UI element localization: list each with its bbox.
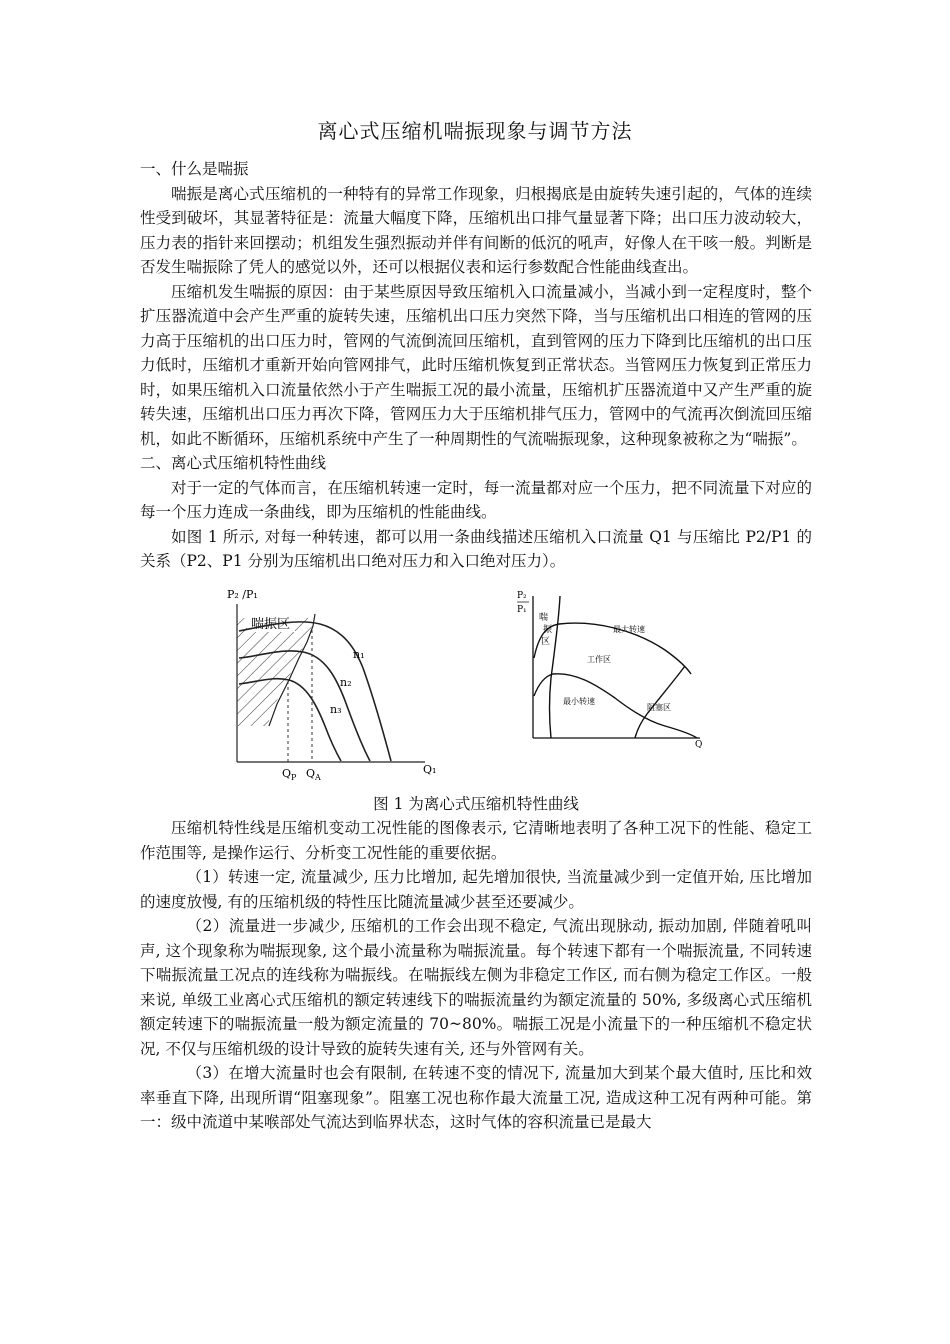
document-body — [140, 157, 812, 1135]
min-speed-curve — [534, 673, 697, 737]
tick-label-qa: $Q_A$ — [306, 766, 321, 782]
curve-label-n3: n₃ — [330, 702, 342, 716]
list-item-2: （2）流量进一步减少, 压缩机的工作会出现不稳定, 气流出现脉动, 振动加剧, 伴随着吼叫声, 这个现象称为喘振现象, 这个最小流量称为喘振流量。每个转速下都有一个喘振流量, 不同转速下喘振流量工况点的连线称为喘振线。在喘振线左侧为非稳定工作区, 而右侧为稳定工作区。一般来说, 单级工业离心式压缩机的额定转速线下的喘振流量约为额定流量的 50%, 多级离心式压缩机额定转速下的喘振流量一般为额定流量的 70~80%。喘振工况是小流量下的一种压缩机不稳定状况, 不仅与压缩机级的设计导致的旋转失速有关, 还与外管网有关。 — [140, 917, 812, 1058]
right-surge-zone-1: 喘 — [539, 612, 549, 623]
paragraph-surge-cause: 压缩机发生喘振的原因：由于某些原因导致压缩机入口流量减小，当减小到一定程度时，整个扩压器流道中会产生严重的旋转失速，压缩机出口压力突然下降，当与压缩机出口相连的管网的压力高于压缩机的出口压力时，管网的气流倒流回压缩机，直到管网的压力下降到比压缩机的出口压力低时，压缩机才重新开始向管网排气，此时压缩机恢复到正常状态。当管网压力恢复到正常压力时，如果压缩机入口流量依然小于产生喘振工况的最小流量，压缩机扩压器流道中又产生严重的旋转失速，压缩机出口压力再次下降，管网压力大于压缩机排气压力，管网中的气流再次倒流回压缩机，如此不断循环，压缩机系统中产生了一种周期性的气流喘振现象，这种现象被称之为“喘振”。 — [140, 282, 812, 448]
section-heading-2: 二、离心式压缩机特性曲线 — [140, 454, 327, 472]
right-surge-zone-2: 振 — [543, 624, 553, 635]
curve-n1-tail — [363, 668, 391, 761]
right-surge-zone-3: 区 — [541, 636, 551, 647]
right-surge-line — [550, 596, 561, 738]
surge-zone-label: 喘振区 — [251, 616, 291, 632]
paragraph-performance-curve: 对于一定的气体而言，在压缩机转速一定时，每一流量都对应一个压力，把不同流量下对应的每一个压力连成一条曲线，即为压缩机的性能曲线。 — [140, 478, 812, 521]
figure-1 — [140, 586, 812, 786]
figure-left-characteristic-curves — [225, 586, 450, 786]
work-zone-label: 工作区 — [587, 654, 611, 664]
choke-zone-label: 阻塞区 — [647, 702, 671, 712]
min-speed-label: 最小转速 — [563, 696, 595, 706]
tick-label-qp: $Q_P$ — [282, 766, 297, 782]
list-item-3: （3）在增大流量时也会有限制, 在转速不变的情况下, 流量加大到某个最大值时, 压比和效率垂直下降, 出现所谓“阻塞现象”。阻塞工况也称作最大流量工况, 造成这种工况有两种可能。第一：级中流道中某喉部处气流达到临界状态，这时气体的容积流量已是最大 — [140, 1064, 812, 1131]
left-x-axis-label: Q₁ — [423, 762, 437, 776]
paragraph-characteristic-meaning: 压缩机特性线是压缩机变动工况性能的图像表示, 它清晰地表明了各种工况下的性能、稳定工作范围等, 是操作运行、分析变工况性能的重要依据。 — [140, 819, 812, 862]
list-item-1: （1）转速一定, 流量减少, 压力比增加, 起先增加很快, 当流量减少到一定值开始, 压比增加的速度放慢, 有的压缩机级的特性压比随流量减少甚至还要减少。 — [140, 868, 812, 911]
document-title: 离心式压缩机喘振现象与调节方法 — [317, 119, 633, 143]
paragraph-surge-definition: 喘振是离心式压缩机的一种特有的异常工作现象，归根揭底是由旋转失速引起的，气体的连续性受到破坏，其显著特征是：流量大幅度下降，压缩机出口排气量显著下降；出口压力波动较大，压力表的指针来回摆动；机组发生强烈振动并伴有间断的低沉的吼声，好像人在干咳一般。判断是否发生喘振除了凭人的感觉以外，还可以根据仪表和运行参数配合性能曲线查出。 — [140, 184, 812, 276]
max-speed-label: 最大转速 — [613, 624, 645, 634]
right-y-label-top: P₂ — [517, 590, 527, 601]
curve-label-n2: n₂ — [340, 675, 352, 689]
figure-right-operating-map — [515, 588, 705, 748]
right-y-label-bottom: P₁ — [517, 604, 527, 615]
left-y-axis-label: P₂ /P₁ — [227, 587, 258, 601]
right-x-axis-label: Q — [695, 739, 703, 748]
section-heading-1: 一、什么是喘振 — [140, 160, 249, 178]
choke-line — [635, 666, 685, 738]
paragraph-figure-intro: 如图 1 所示, 对每一种转速，都可以用一条曲线描述压缩机入口流量 Q1 与压缩比 P2/P1 的关系（P2、P1 分别为压缩机出口绝对压力和入口绝对压力）。 — [140, 527, 812, 570]
curve-label-n1: n₁ — [353, 647, 365, 661]
figure-caption: 图 1 为离心式压缩机特性曲线 — [373, 794, 579, 813]
